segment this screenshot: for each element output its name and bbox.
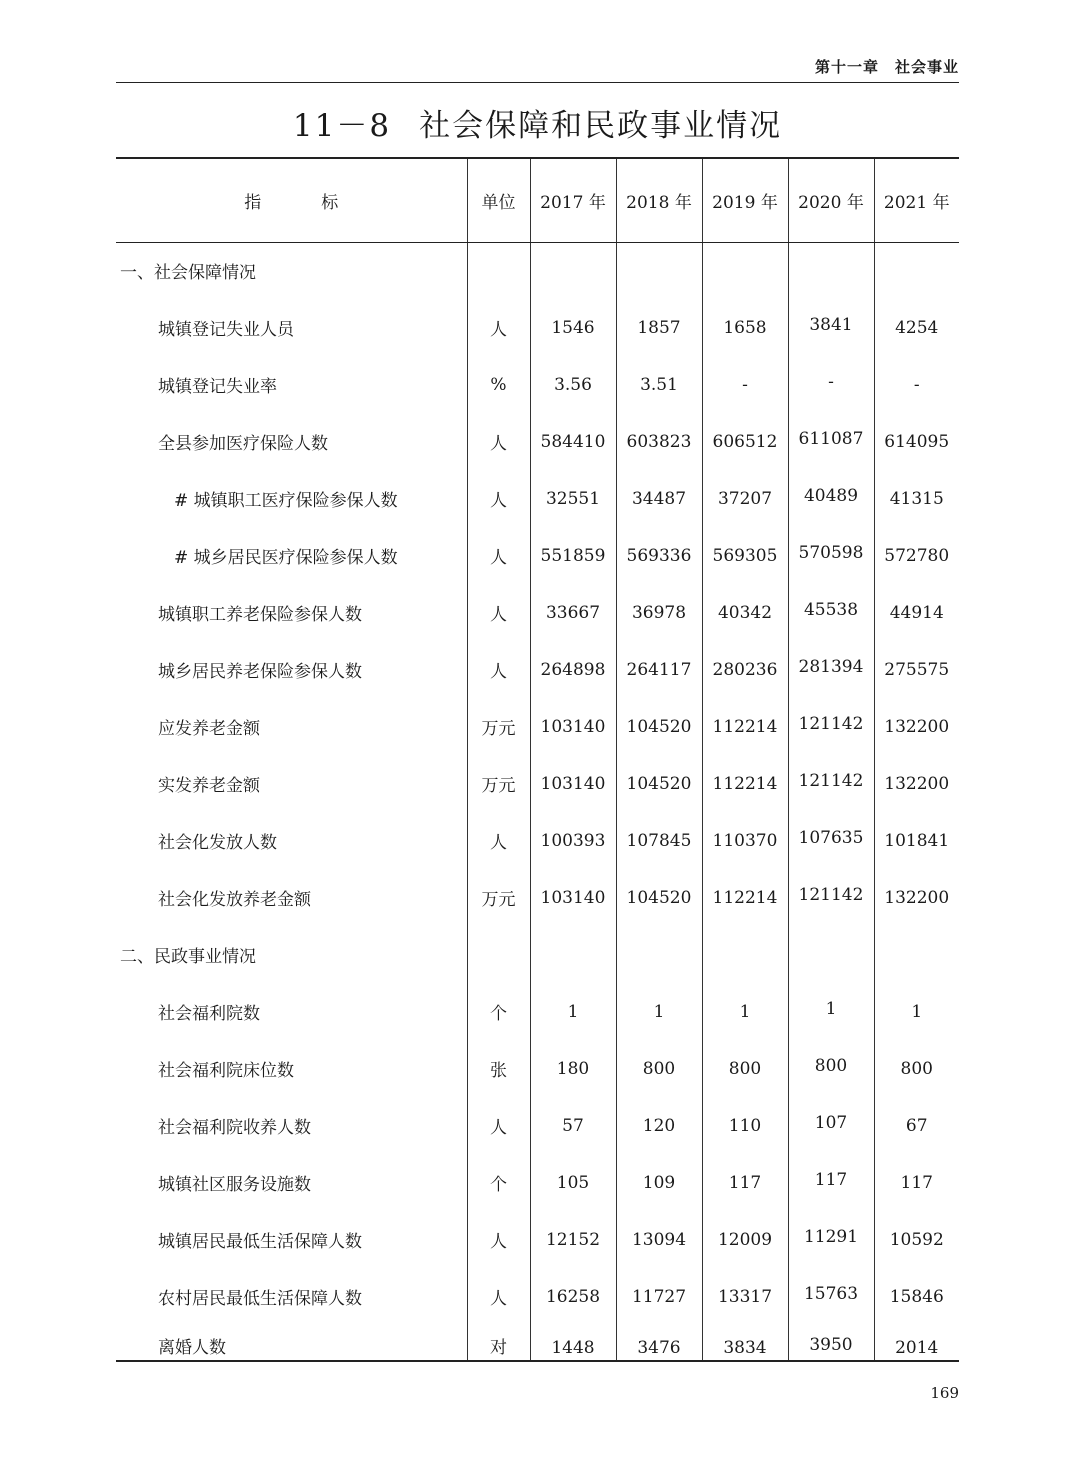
row-label: 全县参加医疗保险人数 [158, 434, 328, 454]
cell-value: 36978 [616, 584, 702, 641]
row-unit: 万元 [467, 755, 530, 812]
row-label: 社会福利院收养人数 [158, 1118, 311, 1138]
cell-value: 13094 [616, 1211, 702, 1268]
cell-value: 611087 [788, 413, 874, 470]
cell-value: 551859 [530, 527, 616, 584]
cell-value [788, 242, 874, 299]
cell-value: 1 [702, 983, 788, 1040]
cell-value: 132200 [874, 698, 959, 755]
row-label: 实发养老金额 [158, 776, 260, 796]
table-row [116, 470, 959, 527]
cell-value: 32551 [530, 470, 616, 527]
cell-value: 37207 [702, 470, 788, 527]
cell-value: - [788, 356, 874, 413]
row-label: 社会福利院数 [158, 1004, 260, 1024]
table-row [116, 983, 959, 1040]
table-row [116, 812, 959, 869]
cell-value: 4254 [874, 299, 959, 356]
cell-value: 103140 [530, 755, 616, 812]
cell-value: 1 [616, 983, 702, 1040]
cell-value: 1 [874, 983, 959, 1040]
cell-value: 40489 [788, 470, 874, 527]
cell-value: 132200 [874, 755, 959, 812]
header-year-2021: 2021 年 [874, 158, 959, 242]
cell-value: 103140 [530, 698, 616, 755]
table-row [116, 869, 959, 926]
row-unit: 对 [467, 1325, 530, 1361]
cell-value: 12009 [702, 1211, 788, 1268]
cell-value: 1 [788, 983, 874, 1040]
row-label: 城镇登记失业人员 [158, 320, 294, 340]
cell-value: 16258 [530, 1268, 616, 1325]
cell-value: 180 [530, 1040, 616, 1097]
cell-value: 800 [616, 1040, 702, 1097]
cell-value: 107635 [788, 812, 874, 869]
cell-value: 572780 [874, 527, 959, 584]
row-label: 城镇社区服务设施数 [158, 1175, 311, 1195]
row-unit: 人 [467, 641, 530, 698]
cell-value: 117 [874, 1154, 959, 1211]
row-label: 社会福利院床位数 [158, 1061, 294, 1081]
row-label: # 城乡居民医疗保险参保人数 [174, 548, 398, 568]
row-unit: 个 [467, 983, 530, 1040]
cell-value [530, 242, 616, 299]
header-indicator: 指标 [116, 158, 467, 242]
cell-value: 112214 [702, 869, 788, 926]
section-row [116, 242, 959, 299]
cell-value: - [874, 356, 959, 413]
table-row [116, 356, 959, 413]
cell-value: 132200 [874, 869, 959, 926]
cell-value: 121142 [788, 698, 874, 755]
row-label: 城镇职工养老保险参保人数 [158, 605, 362, 625]
row-unit [467, 926, 530, 983]
cell-value: 800 [702, 1040, 788, 1097]
cell-value: 15846 [874, 1268, 959, 1325]
cell-value: 12152 [530, 1211, 616, 1268]
cell-value: 117 [788, 1154, 874, 1211]
row-unit: 人 [467, 1211, 530, 1268]
cell-value: 1857 [616, 299, 702, 356]
table-row [116, 1097, 959, 1154]
cell-value: 44914 [874, 584, 959, 641]
row-unit: 个 [467, 1154, 530, 1211]
header-year-2017: 2017 年 [530, 158, 616, 242]
cell-value: 109 [616, 1154, 702, 1211]
row-label: 农村居民最低生活保障人数 [158, 1289, 362, 1309]
cell-value: 104520 [616, 869, 702, 926]
row-label: 社会化发放养老金额 [158, 890, 311, 910]
table-row [116, 698, 959, 755]
table-body [116, 242, 959, 1361]
table-row [116, 413, 959, 470]
cell-value: 3841 [788, 299, 874, 356]
row-unit: 人 [467, 470, 530, 527]
cell-value: 569305 [702, 527, 788, 584]
cell-value: 10592 [874, 1211, 959, 1268]
row-unit [467, 242, 530, 299]
cell-value: 1448 [530, 1325, 616, 1361]
page-title [116, 100, 959, 145]
cell-value: 120 [616, 1097, 702, 1154]
cell-value: 33667 [530, 584, 616, 641]
table-row [116, 1325, 959, 1361]
cell-value [788, 926, 874, 983]
running-head: 第十一章 社会事业 [814, 58, 959, 76]
cell-value: 606512 [702, 413, 788, 470]
cell-value: 100393 [530, 812, 616, 869]
cell-value: 3.56 [530, 356, 616, 413]
table-title: 社会保障和民政事业情况 [419, 108, 783, 144]
cell-value: 121142 [788, 869, 874, 926]
table-row [116, 299, 959, 356]
cell-value: 112214 [702, 698, 788, 755]
header-rule [116, 82, 959, 83]
table-row [116, 527, 959, 584]
cell-value [702, 926, 788, 983]
section-row [116, 926, 959, 983]
cell-value: 13317 [702, 1268, 788, 1325]
table-row [116, 641, 959, 698]
cell-value [530, 926, 616, 983]
table-row [116, 755, 959, 812]
header-row [116, 158, 959, 242]
row-unit: % [467, 356, 530, 413]
row-label: 应发养老金额 [158, 719, 260, 739]
cell-value: 603823 [616, 413, 702, 470]
cell-value: 121142 [788, 755, 874, 812]
row-label: 城乡居民养老保险参保人数 [158, 662, 362, 682]
cell-value [702, 242, 788, 299]
table-number: 11－8 [292, 108, 392, 144]
cell-value: 101841 [874, 812, 959, 869]
row-unit: 人 [467, 413, 530, 470]
cell-value: 104520 [616, 698, 702, 755]
cell-value: 15763 [788, 1268, 874, 1325]
data-table [116, 157, 959, 1362]
row-unit: 人 [467, 1268, 530, 1325]
cell-value: 281394 [788, 641, 874, 698]
table-row [116, 1268, 959, 1325]
cell-value: 117 [702, 1154, 788, 1211]
row-label: # 城镇职工医疗保险参保人数 [174, 491, 398, 511]
cell-value: 110370 [702, 812, 788, 869]
cell-value: 107845 [616, 812, 702, 869]
cell-value: 1658 [702, 299, 788, 356]
cell-value: 275575 [874, 641, 959, 698]
cell-value: 569336 [616, 527, 702, 584]
cell-value: 264117 [616, 641, 702, 698]
cell-value: 107 [788, 1097, 874, 1154]
cell-value: 67 [874, 1097, 959, 1154]
cell-value: 104520 [616, 755, 702, 812]
cell-value: 614095 [874, 413, 959, 470]
cell-value: 57 [530, 1097, 616, 1154]
cell-value: 280236 [702, 641, 788, 698]
header-year-2018: 2018 年 [616, 158, 702, 242]
cell-value: 3476 [616, 1325, 702, 1361]
cell-value: 11291 [788, 1211, 874, 1268]
header-year-2019: 2019 年 [702, 158, 788, 242]
cell-value: 105 [530, 1154, 616, 1211]
cell-value: 3950 [788, 1325, 874, 1361]
row-unit: 张 [467, 1040, 530, 1097]
row-unit: 人 [467, 1097, 530, 1154]
row-label: 城镇登记失业率 [158, 377, 277, 397]
row-label: 二、民政事业情况 [120, 947, 256, 967]
cell-value [874, 242, 959, 299]
header-year-2020: 2020 年 [788, 158, 874, 242]
cell-value: 1546 [530, 299, 616, 356]
cell-value: 40342 [702, 584, 788, 641]
cell-value: 800 [788, 1040, 874, 1097]
cell-value: 264898 [530, 641, 616, 698]
cell-value: 2014 [874, 1325, 959, 1361]
row-unit: 人 [467, 527, 530, 584]
table-row [116, 1154, 959, 1211]
cell-value: 3.51 [616, 356, 702, 413]
row-unit: 万元 [467, 869, 530, 926]
cell-value: 45538 [788, 584, 874, 641]
row-unit: 人 [467, 812, 530, 869]
table-row [116, 1040, 959, 1097]
cell-value: 41315 [874, 470, 959, 527]
cell-value [616, 242, 702, 299]
table-row [116, 1211, 959, 1268]
row-unit: 人 [467, 584, 530, 641]
header-unit: 单位 [467, 158, 530, 242]
cell-value: 1 [530, 983, 616, 1040]
cell-value: 570598 [788, 527, 874, 584]
cell-value: 110 [702, 1097, 788, 1154]
row-label: 一、社会保障情况 [120, 263, 256, 284]
cell-value: 584410 [530, 413, 616, 470]
cell-value: 3834 [702, 1325, 788, 1361]
cell-value: 34487 [616, 470, 702, 527]
row-label: 城镇居民最低生活保障人数 [158, 1232, 362, 1252]
row-label: 社会化发放人数 [158, 833, 277, 853]
row-label: 离婚人数 [116, 1325, 467, 1361]
table-row [116, 584, 959, 641]
row-unit: 人 [467, 299, 530, 356]
cell-value [874, 926, 959, 983]
cell-value: 11727 [616, 1268, 702, 1325]
cell-value: 103140 [530, 869, 616, 926]
cell-value: - [702, 356, 788, 413]
cell-value: 112214 [702, 755, 788, 812]
row-unit: 万元 [467, 698, 530, 755]
page-number: 169 [930, 1384, 959, 1402]
cell-value [616, 926, 702, 983]
cell-value: 800 [874, 1040, 959, 1097]
